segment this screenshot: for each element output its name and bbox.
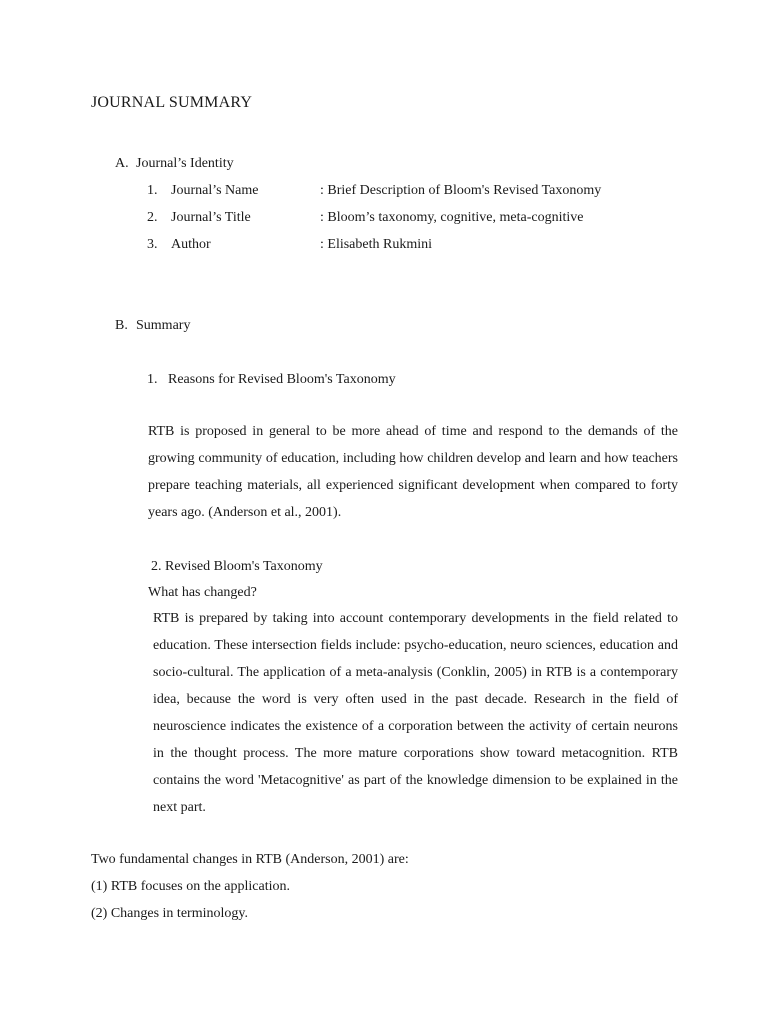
document-title: JOURNAL SUMMARY — [91, 94, 253, 111]
section-b-heading — [115, 319, 190, 333]
identity-row-3-label: Author — [171, 237, 211, 252]
identity-row-1-label: Journal’s Name — [171, 183, 259, 198]
closing-item-2: (2) Changes in terminology. — [91, 906, 248, 921]
identity-row-1-number: 1. — [147, 183, 158, 198]
section-a-heading — [115, 157, 234, 171]
closing-intro: Two fundamental changes in RTB (Anderson, 2001) are: — [91, 852, 409, 867]
identity-row-2-number: 2. — [147, 210, 158, 225]
subsection-1-paragraph: RTB is proposed in general to be more ahead of time and respond to the demands of the growing community of education, including how children develop and learn and how teachers prepare teaching materials, all experienced significant development when compared to forty years ago. (Anderson et al., 2001). — [148, 424, 678, 520]
section-b-title: Summary — [136, 318, 191, 333]
identity-row-3-number: 3. — [147, 237, 158, 252]
section-a-marker: A. — [115, 156, 129, 171]
identity-row-2-value: : Bloom’s taxonomy, cognitive, meta-cognitive — [320, 210, 584, 225]
subsection-2-heading: 2. Revised Bloom's Taxonomy — [151, 559, 323, 574]
closing-item-1: (1) RTB focuses on the application. — [91, 879, 291, 894]
subsection-2-question: What has changed? — [148, 585, 257, 600]
subsection-1-heading: 1. Reasons for Revised Bloom's Taxonomy — [147, 372, 396, 387]
identity-row-1-value: : Brief Description of Bloom's Revised Taxonomy — [320, 183, 602, 198]
section-b-marker: B. — [115, 318, 128, 333]
subsection-2-paragraph: RTB is prepared by taking into account contemporary developments in the field related to education. These intersection fields include: psycho-education, neuro sciences, education and socio-cultural. The application of a meta-analysis (Conklin, 2005) in RTB is a contemporary idea, because the word is very often used in the past decade. Research in the field of neuroscience indicates the existence of a corporation between the activity of certain neurons in the thought process. The more mature corporations show toward metacognition. RTB contains the word 'Metacognitive' as part of the knowledge dimension to be explained in the next part. — [153, 611, 678, 815]
section-a-title: Journal’s Identity — [136, 156, 234, 171]
identity-row-2-label: Journal’s Title — [171, 210, 251, 225]
identity-row-3-value: : Elisabeth Rukmini — [320, 237, 432, 252]
